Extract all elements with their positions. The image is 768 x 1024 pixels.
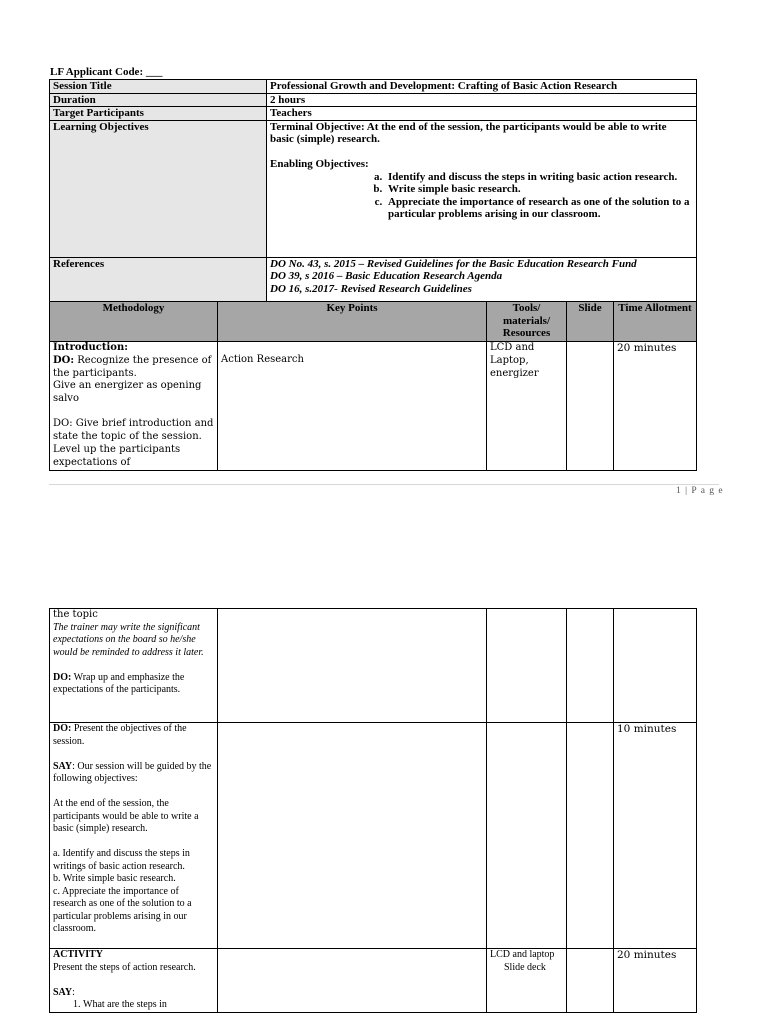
enabling-item-c: c. Appreciate the importance of research as one of the solution to a particular problems arising in our classroom. bbox=[385, 196, 693, 221]
duration-value: 2 hours bbox=[267, 93, 697, 107]
table-row bbox=[50, 949, 697, 1013]
slide-cell bbox=[567, 342, 614, 471]
slide-cell bbox=[567, 949, 614, 1013]
time-cell: 20 minutes bbox=[614, 342, 697, 471]
objective-c: c. Appreciate the importance of research as one of the solution to a particular problems arising in our classroom. bbox=[53, 885, 192, 934]
methodology-table-continued bbox=[49, 608, 697, 1013]
time-cell bbox=[614, 609, 697, 723]
time-cell: 10 minutes bbox=[614, 723, 697, 949]
session-title-value: Professional Growth and Development: Crafting of Basic Action Research bbox=[267, 80, 697, 94]
col-key-points: Key Points bbox=[218, 302, 487, 342]
time-cell: 20 minutes bbox=[614, 949, 697, 1013]
col-slide: Slide bbox=[567, 302, 614, 342]
do-label: DO: bbox=[53, 671, 72, 683]
say-text: : Our session will be guided by the following objectives: bbox=[53, 760, 212, 784]
key-points-cell bbox=[218, 949, 487, 1013]
objectives-label: Learning Objectives bbox=[50, 120, 267, 257]
do-intro-text: DO: Give brief introduction and state the topic of the session. Level up the participants expectations of bbox=[53, 418, 214, 468]
reference-item: DO No. 43, s. 2015 – Revised Guidelines for the Basic Education Research Fund bbox=[270, 257, 637, 270]
target-label: Target Participants bbox=[50, 107, 267, 121]
do-text: Wrap up and emphasize the expectations of the participants. bbox=[53, 671, 185, 695]
key-point-text: Action Research bbox=[221, 354, 304, 365]
session-title-row bbox=[50, 80, 697, 94]
references-label: References bbox=[50, 257, 267, 304]
enabling-item-b: b. Write simple basic research. bbox=[385, 183, 693, 196]
key-points-cell bbox=[218, 342, 487, 471]
steps-list bbox=[53, 999, 214, 1012]
col-time: Time Allotment bbox=[614, 302, 697, 342]
references-row bbox=[50, 257, 697, 304]
do-label: DO: bbox=[53, 723, 72, 734]
references-value bbox=[267, 257, 697, 304]
tools-text: Slide deck bbox=[504, 961, 546, 973]
topic-text: the topic bbox=[53, 609, 98, 620]
tools-cell: LCD and Laptop, energizer bbox=[487, 342, 567, 471]
key-points-cell bbox=[218, 609, 487, 723]
target-row bbox=[50, 107, 697, 121]
applicant-code-label: LF Applicant Code: ___ bbox=[50, 66, 163, 78]
energizer-text: Give an energizer as opening salvo bbox=[53, 380, 202, 405]
footer-divider bbox=[49, 484, 719, 485]
do-text: Present the objectives of the session. bbox=[53, 723, 187, 747]
session-title-label: Session Title bbox=[50, 80, 267, 94]
table-row bbox=[50, 342, 697, 471]
methodology-cell bbox=[50, 723, 218, 949]
page-number: 1 | P a g e bbox=[676, 486, 724, 496]
enabling-list bbox=[270, 171, 693, 221]
tools-text: LCD and laptop bbox=[490, 949, 555, 960]
duration-row bbox=[50, 93, 697, 107]
col-methodology: Methodology bbox=[50, 302, 218, 342]
enabling-item-a: a. Identify and discuss the steps in writing basic action research. bbox=[385, 171, 693, 184]
do-text: Recognize the presence of the participants. bbox=[53, 354, 212, 379]
intro-label: Introduction: bbox=[53, 342, 128, 353]
tools-cell bbox=[487, 723, 567, 949]
objectives-value bbox=[267, 120, 697, 257]
say-label: SAY bbox=[53, 986, 73, 998]
end-of-session-text: At the end of the session, the participants would be able to write a basic (simple) research. bbox=[53, 798, 199, 834]
terminal-objective: Terminal Objective: At the end of the session, the participants would be able to write basic (simple) research. bbox=[270, 120, 667, 145]
methodology-cell bbox=[50, 342, 218, 471]
objective-a: a. Identify and discuss the steps in writings of basic action research. bbox=[53, 848, 190, 872]
table-header-row bbox=[50, 302, 697, 342]
methodology-cell bbox=[50, 609, 218, 723]
slide-cell bbox=[567, 723, 614, 949]
methodology-table bbox=[49, 301, 697, 471]
col-tools: Tools/ materials/ Resources bbox=[487, 302, 567, 342]
say-label: SAY bbox=[53, 760, 73, 772]
step-item: 1. What are the steps in bbox=[83, 999, 214, 1012]
reference-item: DO 16, s.2017- Revised Research Guidelines bbox=[270, 282, 472, 295]
trainer-note: The trainer may write the significant expectations on the board so he/she would be reminded to address it later. bbox=[53, 621, 204, 658]
table-row bbox=[50, 723, 697, 949]
methodology-cell: ACTIVITY Present the steps of action research. SAY: 1. What are the steps in bbox=[50, 949, 218, 1013]
key-points-cell bbox=[218, 723, 487, 949]
reference-item: DO 39, s 2016 – Basic Education Research Agenda bbox=[270, 270, 503, 282]
tools-cell bbox=[487, 609, 567, 723]
tools-cell bbox=[487, 949, 567, 1013]
do-label: DO: bbox=[53, 354, 75, 366]
activity-text: Present the steps of action research. bbox=[53, 961, 196, 973]
table-row bbox=[50, 609, 697, 723]
duration-label: Duration bbox=[50, 93, 267, 107]
activity-label: ACTIVITY bbox=[53, 949, 104, 960]
objectives-row bbox=[50, 120, 697, 257]
objective-b: b. Write simple basic research. bbox=[53, 873, 176, 884]
session-info-table bbox=[49, 79, 697, 305]
enabling-label: Enabling Objectives: bbox=[270, 158, 369, 170]
slide-cell bbox=[567, 609, 614, 723]
target-value: Teachers bbox=[267, 107, 697, 121]
